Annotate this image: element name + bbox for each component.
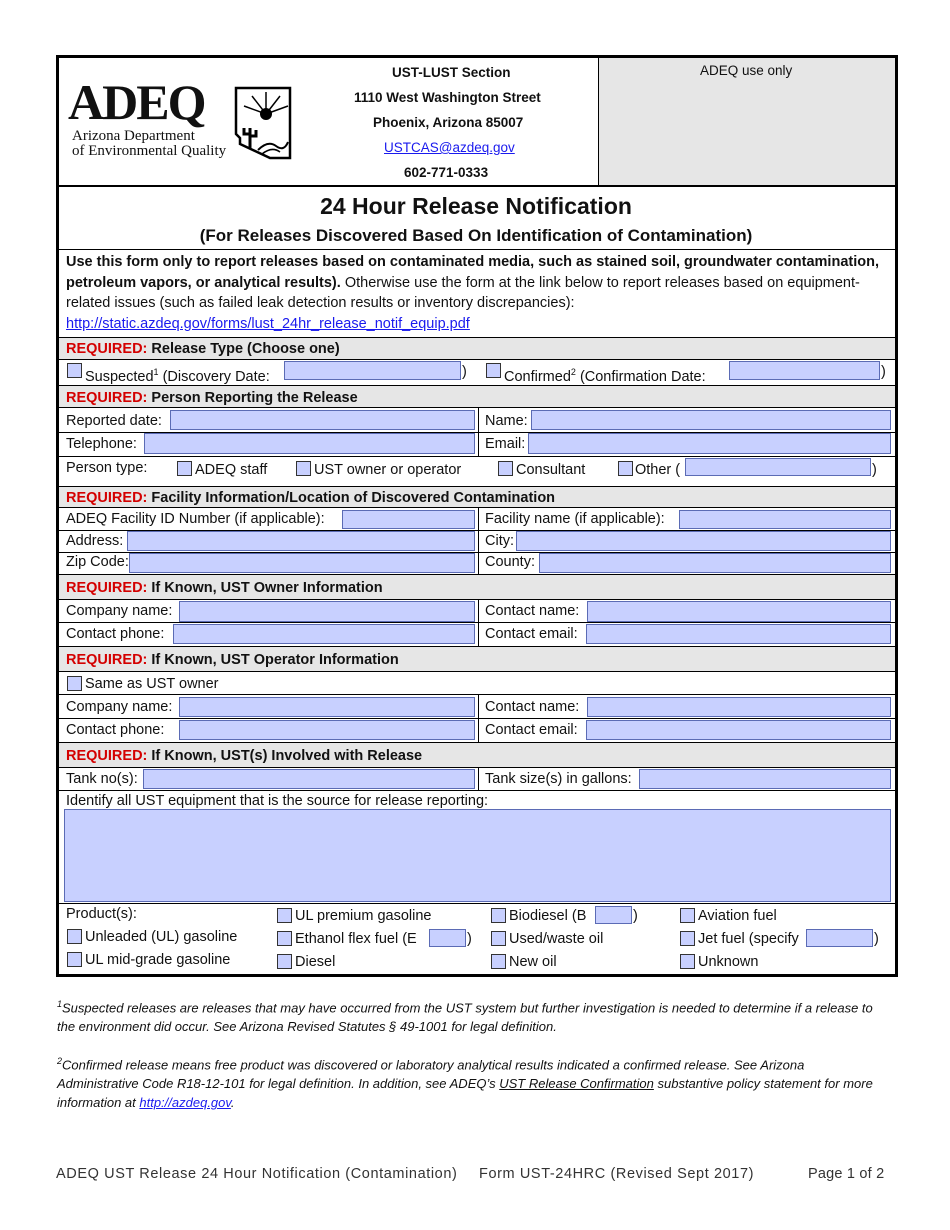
zip-field[interactable] bbox=[129, 553, 475, 573]
other-checkbox[interactable] bbox=[618, 461, 633, 476]
same-as-owner-checkbox[interactable] bbox=[67, 676, 82, 691]
operator-company-field[interactable] bbox=[179, 697, 475, 717]
ethanol-checkbox[interactable] bbox=[277, 931, 292, 946]
consultant-checkbox[interactable] bbox=[498, 461, 513, 476]
unknown-label: Unknown bbox=[698, 954, 759, 970]
facility-id-label: ADEQ Facility ID Number (if applicable): bbox=[66, 511, 325, 527]
new-oil-checkbox[interactable] bbox=[491, 954, 506, 969]
waste-oil-label: Used/waste oil bbox=[509, 931, 604, 947]
other-label: Other ( bbox=[635, 462, 681, 478]
operator-contact-name-field[interactable] bbox=[587, 697, 891, 717]
footer-page-number: Page 1 of 2 bbox=[808, 1166, 885, 1182]
consultant-label: Consultant bbox=[516, 462, 586, 478]
owner-contact-name-label: Contact name: bbox=[485, 603, 580, 619]
facility-name-field[interactable] bbox=[679, 510, 891, 529]
tank-no-field[interactable] bbox=[143, 769, 475, 789]
logo-sub1: Arizona Department bbox=[72, 128, 195, 144]
owner-company-field[interactable] bbox=[179, 601, 475, 622]
address-field[interactable] bbox=[127, 531, 475, 551]
facility-heading: REQUIRED: Facility Information/Location of Discovered Contamination bbox=[66, 490, 556, 506]
ethanol-blend-field[interactable] bbox=[429, 929, 466, 947]
facility-id-field[interactable] bbox=[342, 510, 475, 529]
release-type-heading: REQUIRED: Release Type (Choose one) bbox=[66, 341, 340, 357]
owner-contact-phone-field[interactable] bbox=[173, 624, 475, 644]
name-field[interactable] bbox=[531, 410, 891, 430]
owner-contact-name-field[interactable] bbox=[587, 601, 891, 622]
operator-company-label: Company name: bbox=[66, 699, 173, 715]
owner-heading: REQUIRED: If Known, UST Owner Information bbox=[66, 580, 383, 596]
aviation-checkbox[interactable] bbox=[680, 908, 695, 923]
footer-left: ADEQ UST Release 24 Hour Notification (Contamination) bbox=[56, 1166, 458, 1182]
other-field[interactable] bbox=[685, 458, 871, 476]
owner-contact-email-label: Contact email: bbox=[485, 626, 578, 642]
suspected-label: Suspected$^1$ (Discovery Date: bbox=[85, 367, 270, 385]
adeq-staff-checkbox[interactable] bbox=[177, 461, 192, 476]
zip-label: Zip Code: bbox=[66, 554, 129, 570]
tank-size-label: Tank size(s) in gallons: bbox=[485, 771, 632, 787]
jet-fuel-field[interactable] bbox=[806, 929, 873, 947]
unleaded-checkbox[interactable] bbox=[67, 929, 82, 944]
header-street: 1110 West Washington Street bbox=[354, 90, 541, 105]
operator-contact-email-label: Contact email: bbox=[485, 722, 578, 738]
premium-checkbox[interactable] bbox=[277, 908, 292, 923]
unknown-checkbox[interactable] bbox=[680, 954, 695, 969]
jet-fuel-label: Jet fuel (specify bbox=[698, 931, 799, 947]
diesel-checkbox[interactable] bbox=[277, 954, 292, 969]
reported-date-field[interactable] bbox=[170, 410, 475, 430]
telephone-label: Telephone: bbox=[66, 436, 137, 452]
ethanol-label: Ethanol flex fuel (E bbox=[295, 931, 417, 947]
tank-no-label: Tank no(s): bbox=[66, 771, 138, 787]
ust-owner-operator-label: UST owner or operator bbox=[314, 462, 462, 478]
ust-owner-operator-checkbox[interactable] bbox=[296, 461, 311, 476]
owner-contact-email-field[interactable] bbox=[586, 624, 891, 644]
header-section: UST-LUST Section bbox=[392, 65, 511, 80]
telephone-field[interactable] bbox=[144, 433, 475, 454]
facility-name-label: Facility name (if applicable): bbox=[485, 511, 665, 527]
adeq-staff-label: ADEQ staff bbox=[195, 462, 268, 478]
adeq-logo bbox=[68, 74, 308, 166]
page-subtitle: (For Releases Discovered Based On Identification of Contamination) bbox=[199, 226, 753, 245]
person-heading: REQUIRED: Person Reporting the Release bbox=[66, 390, 358, 406]
operator-contact-phone-field[interactable] bbox=[179, 720, 475, 740]
aviation-label: Aviation fuel bbox=[698, 908, 777, 924]
mid-grade-label: UL mid-grade gasoline bbox=[85, 952, 231, 968]
county-field[interactable] bbox=[539, 553, 891, 573]
email-label: Email: bbox=[485, 436, 526, 452]
footnote-1: $^1$Suspected releases are releases that may have occurred from the UST system but further investigation is needed to determine if a release to the environment did occur. See Arizona Revised Statutes § 49-1001 for legal definition. bbox=[57, 999, 873, 1035]
page-title: 24 Hour Release Notification bbox=[320, 193, 632, 219]
email-field[interactable] bbox=[528, 433, 891, 454]
operator-heading: REQUIRED: If Known, UST Operator Information bbox=[66, 652, 399, 668]
equipment-form-link[interactable]: http://static.azdeq.gov/forms/lust_24hr_release_notif_equip.pdf bbox=[66, 315, 470, 332]
city-label: City: bbox=[485, 533, 514, 549]
ust-heading: REQUIRED: If Known, UST(s) Involved with Release bbox=[66, 748, 423, 764]
footnote-2: $^2$Confirmed release means free product was discovered or laboratory analytical results indicated a confirmed release. See Arizona Administrative Code R18-12-101 for legal definition. In addition, see ADEQ’s UST Release Confirmation substantive policy statement for more information at http://azdeq.gov. bbox=[57, 1056, 873, 1111]
logo-text: ADEQ bbox=[68, 74, 205, 130]
unleaded-label: Unleaded (UL) gasoline bbox=[85, 929, 238, 945]
confirmed-checkbox[interactable] bbox=[486, 363, 501, 378]
mid-grade-checkbox[interactable] bbox=[67, 952, 82, 967]
operator-contact-phone-label: Contact phone: bbox=[66, 722, 165, 738]
azdeq-link[interactable]: http://azdeq.gov bbox=[139, 1095, 231, 1111]
name-label: Name: bbox=[485, 413, 528, 429]
biodiesel-checkbox[interactable] bbox=[491, 908, 506, 923]
confirmation-date-field[interactable] bbox=[729, 361, 880, 380]
policy-statement-title: UST Release Confirmation bbox=[499, 1076, 654, 1092]
county-label: County: bbox=[485, 554, 535, 570]
suspected-checkbox[interactable] bbox=[67, 363, 82, 378]
jet-fuel-checkbox[interactable] bbox=[680, 931, 695, 946]
owner-company-label: Company name: bbox=[66, 603, 173, 619]
footer-form-id: Form UST-24HRC (Revised Sept 2017) bbox=[479, 1166, 755, 1182]
city-field[interactable] bbox=[516, 531, 891, 551]
address-label: Address: bbox=[66, 533, 124, 549]
header-city: Phoenix, Arizona 85007 bbox=[373, 115, 524, 130]
new-oil-label: New oil bbox=[509, 954, 557, 970]
premium-label: UL premium gasoline bbox=[295, 908, 432, 924]
biodiesel-blend-field[interactable] bbox=[595, 906, 632, 924]
waste-oil-checkbox[interactable] bbox=[491, 931, 506, 946]
equipment-textarea[interactable] bbox=[64, 809, 891, 902]
biodiesel-label: Biodiesel (B bbox=[509, 908, 587, 924]
logo-sub2: of Environmental Quality bbox=[72, 143, 227, 159]
products-label: Product(s): bbox=[66, 906, 137, 922]
same-as-owner-label: Same as UST owner bbox=[85, 676, 219, 692]
tank-size-field[interactable] bbox=[639, 769, 891, 789]
reported-date-label: Reported date: bbox=[66, 413, 162, 429]
person-type-label: Person type: bbox=[66, 460, 148, 476]
discovery-date-field[interactable] bbox=[284, 361, 461, 380]
operator-contact-name-label: Contact name: bbox=[485, 699, 580, 715]
identify-equipment-label: Identify all UST equipment that is the source for release reporting: bbox=[66, 793, 489, 809]
intro-text: Use this form only to report releases based on contaminated media, such as stained soil, groundwater contamination, petroleum vapors, or analytical results). Otherwise use the form at the link below to report releases based on equipment-related issues (such as failed leak detection results or inventory discrepancies): http://static.azdeq.gov/forms/lust_24hr_release_notif_equip.pdf bbox=[66, 254, 879, 332]
arizona-emblem-icon bbox=[232, 84, 296, 162]
use-only-label: ADEQ use only bbox=[700, 63, 793, 78]
confirmed-label: Confirmed$^2$ (Confirmation Date: bbox=[504, 367, 706, 385]
owner-contact-phone-label: Contact phone: bbox=[66, 626, 165, 642]
header-email-link[interactable]: USTCAS@azdeq.gov bbox=[384, 140, 515, 155]
diesel-label: Diesel bbox=[295, 954, 336, 970]
header-phone: 602-771-0333 bbox=[404, 165, 489, 180]
operator-contact-email-field[interactable] bbox=[586, 720, 891, 740]
